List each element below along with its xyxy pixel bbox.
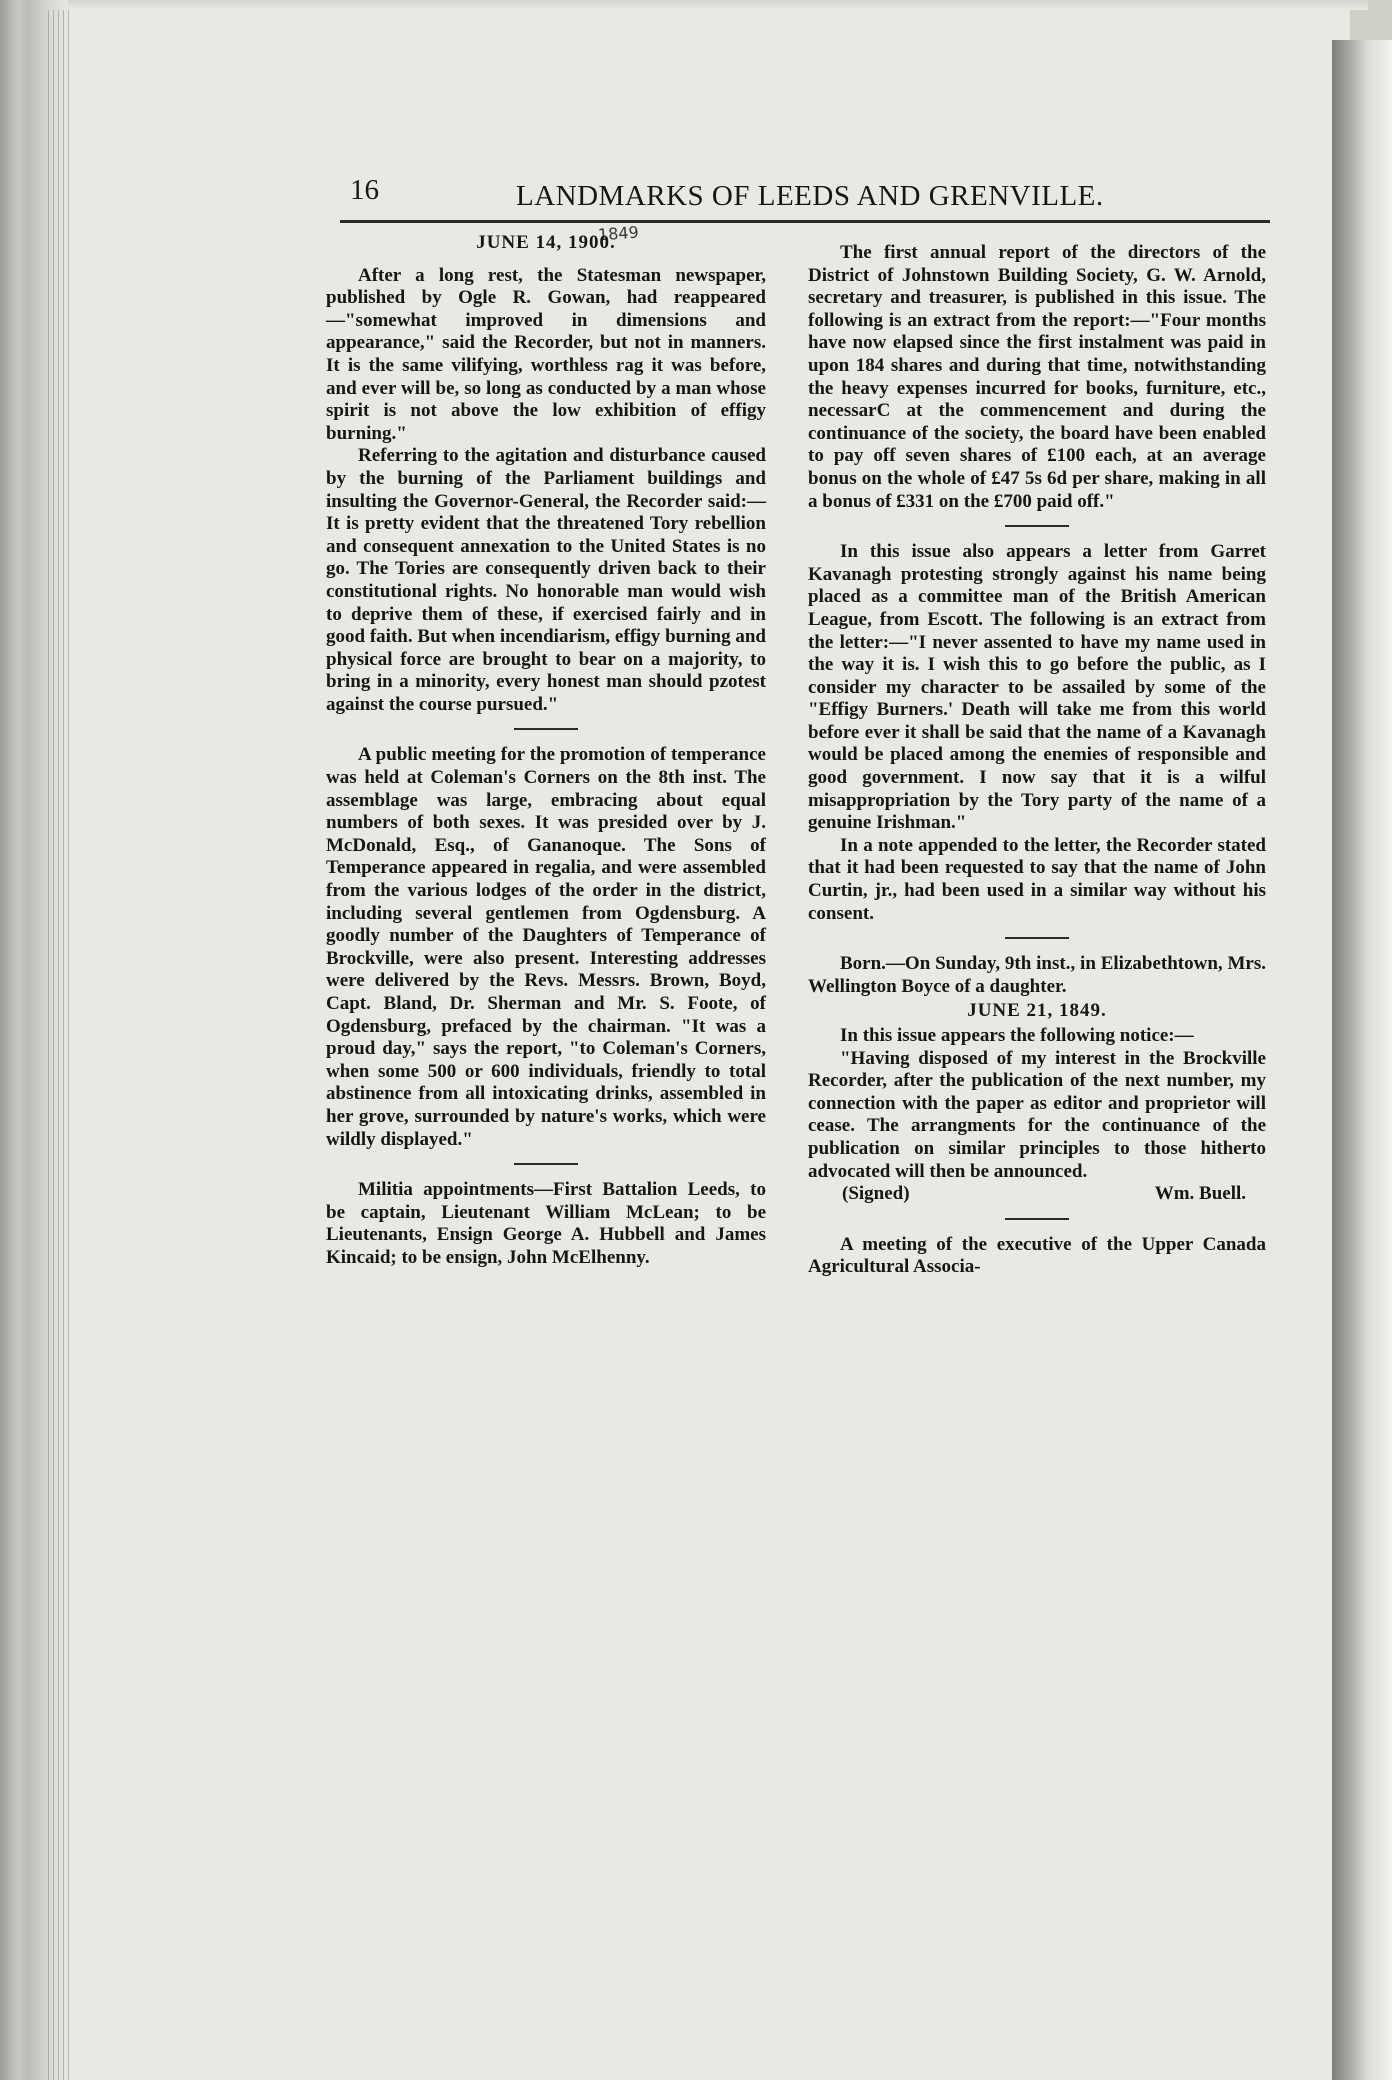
- paragraph-statesman: After a long rest, the Statesman newspaper, published by Ogle R. Gowan, had reappeared—"somewhat improved in dimensions and appearance," said the Recorder, but not in manners. It is the same vilifying, worthless rag it was before, and ever will be, so long as conducted by a man whose spirit is not above the low exhibition of effigy burning.": [326, 264, 766, 444]
- section-separator: [1005, 525, 1069, 527]
- signed-label: (Signed): [842, 1183, 910, 1205]
- page-stack-lines: [48, 10, 72, 2080]
- section-separator: [1005, 937, 1069, 939]
- section-separator: [514, 1163, 578, 1165]
- date-heading-june-21: JUNE 21, 1849.: [967, 1000, 1107, 1022]
- date-heading-june-14: JUNE 14, 1900.: [476, 232, 616, 253]
- right-column: [808, 242, 1266, 1279]
- paragraph-notice-intro: In this issue appears the following notice:—: [840, 1025, 1194, 1046]
- page-number: 16: [350, 174, 379, 206]
- paragraph-militia: Militia appointments—First Battalion Leeds, to be captain, Lieutenant William McLean; to be Lieutenants, Ensign George A. Hubbell and James Kincaid; to be ensign, John McElhenny.: [326, 1179, 766, 1268]
- paragraph-recorder-note: In a note appended to the letter, the Recorder stated that it had been requested to say that the name of John Curtin, jr., had been used in a similar way without his consent.: [808, 834, 1266, 924]
- paragraph-agricultural-meeting: A meeting of the executive of the Upper Canada Agricultural Associa-: [808, 1233, 1266, 1278]
- paragraph-temperance: A public meeting for the promotion of temperance was held at Coleman's Corners on the 8th inst. The assemblage was large, embracing about equal numbers of both sexes. It was presided over by J. McDonald, Esq., of Gananoque. The Sons of Temperance appeared in regalia, and were assembled from the various lodges of the order in the district, including several gentlemen from Ogdensburg. A goodly number of the Daughters of Temperance of Brockville, were also present. Interesting addresses were delivered by the Revs. Messrs. Brown, Boyd, Capt. Bland, Dr. Sherman and Mr. S. Foote, of Ogdensburg, prefaced by the chairman. "It was a proud day," says the report, "to Coleman's Corners, when some 500 or 600 individuals, friendly to total abstinence from all intoxicating drinks, assembled in her grove, surrounded by nature's works, which were wildly displayed.": [326, 744, 766, 1150]
- running-title-text: LANDMARKS OF LEEDS AND GRENVILLE.: [516, 180, 1104, 212]
- pencil-annotation: 1849: [597, 222, 640, 245]
- signed-name: Wm. Buell.: [1154, 1183, 1246, 1205]
- header-rule: [340, 220, 1270, 223]
- signature-line: [808, 1183, 1266, 1206]
- running-title: [350, 180, 1190, 224]
- paragraph-buell-notice: "Having disposed of my interest in the Brockville Recorder, after the publication of the next number, my connection with the paper as editor and proprietor will cease. The arrangments for the continuance of the publication on similar principles to those hitherto advocated will then be announced.: [808, 1047, 1266, 1182]
- section-separator: [514, 728, 578, 730]
- paragraph-kavanagh-letter: In this issue also appears a letter from Garret Kavanagh protesting strongly against his name being placed as a committee man of the British American League, from Escott. The following is an extract from the letter:—"I never assented to have my name used in the way it is. I wish this to go before the public, as I consider my character to be assailed by some of the "Effigy Burners.' Death will take me from this world before ever it shall be said that the name of a Kavanagh would be placed among the enemies of responsible and good government. I now say that it is a wilful misappropriation by the Tory party of the name of a genuine Irishman.": [808, 541, 1266, 834]
- page-top-shadow: [68, 0, 1368, 10]
- paragraph-birth-notice: Born.—On Sunday, 9th inst., in Elizabethtown, Mrs. Wellington Boyce of a daughter.: [808, 953, 1266, 997]
- left-column: [326, 232, 766, 1270]
- paragraph-parliament: Referring to the agitation and disturbance caused by the burning of the Parliament buildings and insulting the Governor-General, the Recorder said:—It is pretty evident that the threatened Tory rebellion and consequent annexation to the United States is no go. The Tories are consequently driven back to their constitutional rights. No honorable man would wish to deprive them of these, if exercised fairly and in good faith. But when incendiarism, effigy burning and physical force are brought to bear on a majority, to bring in a minority, every honest man should pzotest against the course pursued.": [326, 445, 766, 715]
- paragraph-building-society: The first annual report of the directors of the District of Johnstown Building Society, G. W. Arnold, secretary and treasurer, is published in this issue. The following is an extract from the report:—"Four months have now elapsed since the first instalment was paid in upon 184 shares and during that time, notwithstanding the heavy expenses incurred for books, furniture, etc., necessarC at the commencement and during the continuance of the society, the board have been enabled to pay off seven shares of £100 each, at an average bonus on the whole of £47 5s 6d per share, making in all a bonus of £331 on the £700 paid off.": [808, 242, 1266, 512]
- facing-page-edge: [1332, 40, 1392, 2080]
- section-separator: [1005, 1218, 1069, 1220]
